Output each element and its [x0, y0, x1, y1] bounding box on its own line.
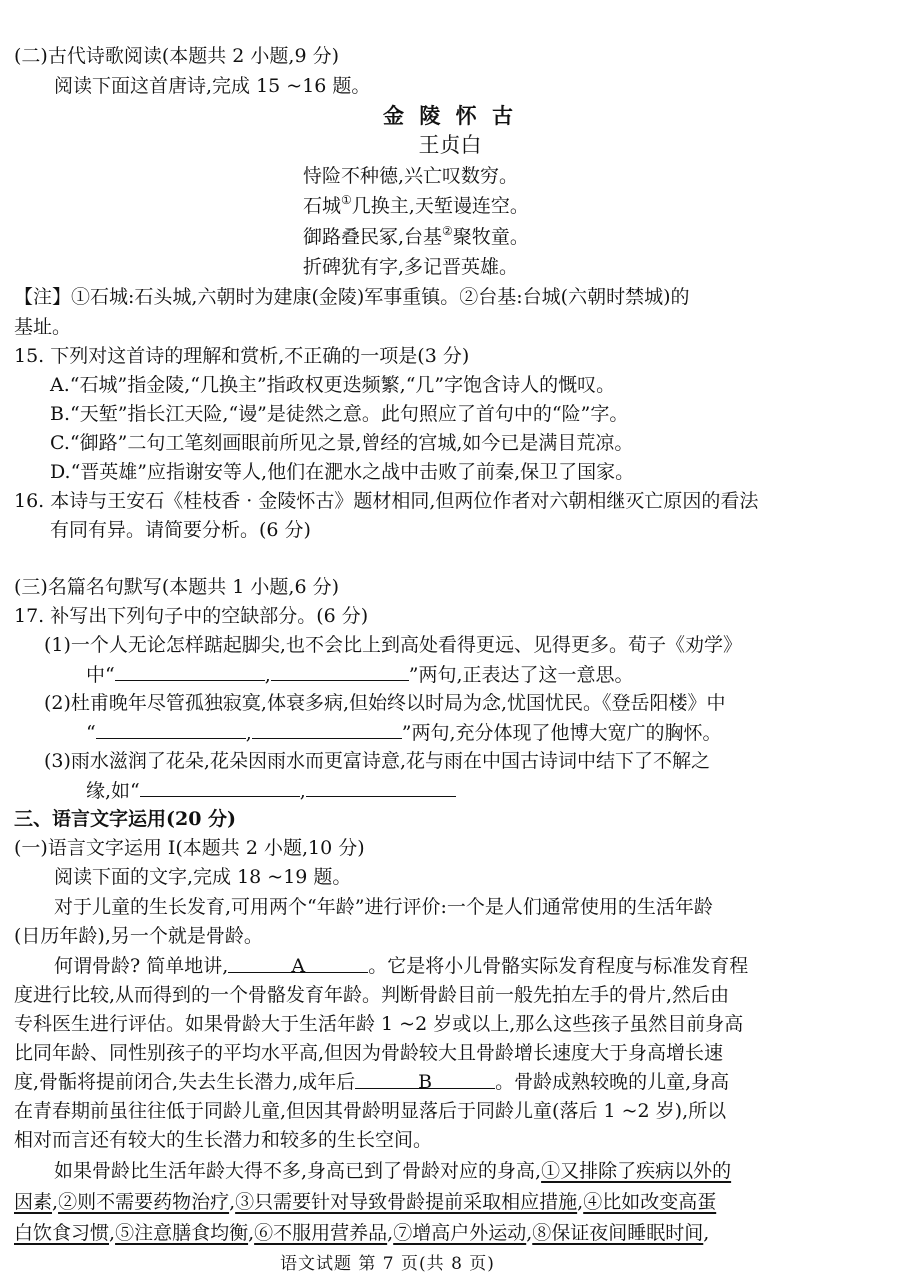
item-2-prefix: “ [86, 722, 96, 744]
footnote-ref-1: ① [341, 193, 352, 207]
item-3-prefix: 缘,如“ [86, 780, 140, 802]
poem-note-line-1: 【注】①石城:石头城,六朝时为建康(金陵)军事重镇。②台基:台城(六朝时禁城)的 [14, 286, 690, 308]
question-17-item-2-line-1: (2)杜甫晚年尽管孤独寂寞,体衰多病,但始终以时局为念,忧国忧民。《登岳阳楼》中 [44, 692, 726, 714]
passage-p3-line-1 [54, 1157, 731, 1185]
footnote-ref-2: ② [442, 224, 453, 238]
passage-p1-line-2: (日历年龄),另一个就是骨龄。 [14, 925, 263, 947]
passage-p2-line-2: 度进行比较,从而得到的一个骨骼发育年龄。判断骨龄目前一般先拍左手的骨片,然后由 [14, 984, 730, 1006]
poem-line-2-b: 几换主,天堑谩连空。 [351, 195, 529, 217]
passage-p2-line-3: 专科医生进行评估。如果骨龄大于生活年龄 1 ~2 岁或以上,那么这些孩子虽然目前身高 [14, 1013, 744, 1035]
passage-p3-line-3 [14, 1219, 709, 1247]
comma: , [703, 1222, 710, 1244]
underlined-clause-1: ①又排除了疾病以外的 [541, 1160, 732, 1182]
question-17-stem: 17. 补写出下列句子中的空缺部分。(6 分) [14, 605, 369, 627]
question-17-item-3-line-2 [86, 776, 456, 805]
passage-blank-a[interactable]: A [228, 952, 368, 973]
underlined-clause-6: ⑥不服用营养品 [254, 1222, 388, 1244]
underlined-clause-4-cont: 白饮食习惯 [14, 1222, 110, 1244]
passage-p2-suffix: 。它是将小儿骨骼实际发育程度与标准发育程 [368, 955, 749, 977]
question-17-item-3-line-1: (3)雨水滋润了花朵,花朵因雨水而更富诗意,花与雨在中国古诗词中结下了不解之 [44, 750, 710, 772]
poem-line-2-a: 石城 [303, 195, 342, 217]
item-1-separator: , [264, 664, 271, 686]
item-2-separator: , [245, 722, 252, 744]
underlined-clause-5: ⑤注意膳食均衡 [115, 1222, 249, 1244]
answer-blank-3a[interactable] [140, 776, 300, 797]
underlined-clause-3: ③只需要针对导致骨龄提前采取相应措施 [235, 1191, 578, 1213]
underlined-clause-7: ⑦增高户外运动 [393, 1222, 527, 1244]
comma: , [248, 1222, 255, 1244]
section-heading-poetry: (二)古代诗歌阅读(本题共 2 小题,9 分) [14, 45, 339, 67]
question-16-line-2: 有同有异。请简要分析。(6 分) [50, 519, 311, 541]
section-heading-recitation: (三)名篇名句默写(本题共 1 小题,6 分) [14, 576, 339, 598]
passage-p2-line-5-suffix: 。骨龄成熟较晚的儿童,身高 [495, 1071, 730, 1093]
item-2-suffix: ”两句,充分体现了他博大宽广的胸怀。 [401, 722, 722, 744]
question-17-item-1-line-2 [86, 660, 634, 689]
poem-line-3-a: 御路叠民冢,台基 [303, 226, 443, 248]
poem-line-4: 折碑犹有字,多记晋英雄。 [303, 256, 519, 278]
poem-line-3-b: 聚牧童。 [452, 226, 529, 248]
comma: , [229, 1191, 236, 1213]
underlined-clause-8: ⑧保证夜间睡眠时间 [532, 1222, 704, 1244]
poem-line-3 [303, 223, 529, 251]
poem-line-2 [303, 192, 529, 220]
part-heading-language-use: 三、语言文字运用(20 分) [14, 808, 237, 830]
section-instruction-poetry: 阅读下面这首唐诗,完成 15 ~16 题。 [54, 75, 371, 97]
comma: , [526, 1222, 533, 1244]
underlined-clause-1-cont: 因素 [14, 1191, 53, 1213]
passage-p3-line-2 [14, 1188, 716, 1216]
answer-blank-2b[interactable] [252, 718, 402, 739]
poem-author: 王贞白 [418, 133, 482, 157]
passage-p2-line-5 [14, 1068, 729, 1096]
poem-note-line-2: 基址。 [14, 316, 72, 338]
poem-line-1: 恃险不种德,兴亡叹数穷。 [303, 165, 519, 187]
subsection-instruction: 阅读下面的文字,完成 18 ~19 题。 [54, 866, 352, 888]
underlined-clause-4: ④比如改变高蛋 [583, 1191, 717, 1213]
answer-blank-3b[interactable] [306, 776, 456, 797]
item-1-suffix: ”两句,正表达了这一意思。 [408, 664, 634, 686]
passage-p3-prefix: 如果骨龄比生活年龄大得不多,身高已到了骨龄对应的身高, [54, 1160, 542, 1182]
question-17-item-2-line-2 [86, 718, 722, 747]
question-17-item-1-line-1: (1)一个人无论怎样踮起脚尖,也不会比上到高处看得更远、见得更多。荀子《劝学》 [44, 634, 742, 656]
question-15-option-c: C.“御路”二句工笔刻画眼前所见之景,曾经的宫城,如今已是满目荒凉。 [50, 432, 634, 454]
underlined-clause-2: ②则不需要药物治疗 [58, 1191, 230, 1213]
comma: , [387, 1222, 394, 1244]
passage-p2-line-1 [54, 952, 748, 980]
item-3-separator: , [299, 780, 306, 802]
answer-blank-2a[interactable] [96, 718, 246, 739]
answer-blank-1b[interactable] [271, 660, 409, 681]
passage-p2-line-7: 相对而言还有较大的生长潜力和较多的生长空间。 [14, 1129, 433, 1151]
comma: , [577, 1191, 584, 1213]
comma: , [109, 1222, 116, 1244]
question-15-option-d: D.“晋英雄”应指谢安等人,他们在淝水之战中击败了前秦,保卫了国家。 [50, 461, 635, 483]
passage-blank-b[interactable]: B [355, 1068, 495, 1089]
page-footer: 语文试题 第 7 页(共 8 页) [280, 1254, 495, 1274]
subsection-heading-language-use-1: (一)语言文字运用 Ⅰ(本题共 2 小题,10 分) [14, 837, 365, 859]
passage-p2-line-5-prefix: 度,骨骺将提前闭合,失去生长潜力,成年后 [14, 1071, 356, 1093]
question-15-stem: 15. 下列对这首诗的理解和赏析,不正确的一项是(3 分) [14, 345, 470, 367]
passage-p2-prefix: 何谓骨龄? 简单地讲, [54, 955, 229, 977]
poem-title: 金 陵 怀 古 [383, 104, 517, 128]
question-16-line-1: 16. 本诗与王安石《桂枝香 · 金陵怀古》题材相同,但两位作者对六朝相继灭亡原因的看法 [14, 490, 759, 512]
passage-p1-line-1: 对于儿童的生长发育,可用两个“年龄”进行评价:一个是人们通常使用的生活年龄 [54, 896, 713, 918]
passage-p2-line-6: 在青春期前虽往往低于同龄儿童,但因其骨龄明显落后于同龄儿童(落后 1 ~2 岁),所以 [14, 1100, 727, 1122]
question-15-option-b: B.“天堑”指长江天险,“谩”是徒然之意。此句照应了首句中的“险”字。 [50, 403, 629, 425]
item-1-prefix: 中“ [86, 664, 115, 686]
question-15-option-a: A.“石城”指金陵,“几换主”指政权更迭频繁,“几”字饱含诗人的慨叹。 [50, 374, 616, 396]
passage-p2-line-4: 比同年龄、同性别孩子的平均水平高,但因为骨龄较大且骨龄增长速度大于身高增长速 [14, 1042, 724, 1064]
comma: , [52, 1191, 59, 1213]
answer-blank-1a[interactable] [115, 660, 265, 681]
